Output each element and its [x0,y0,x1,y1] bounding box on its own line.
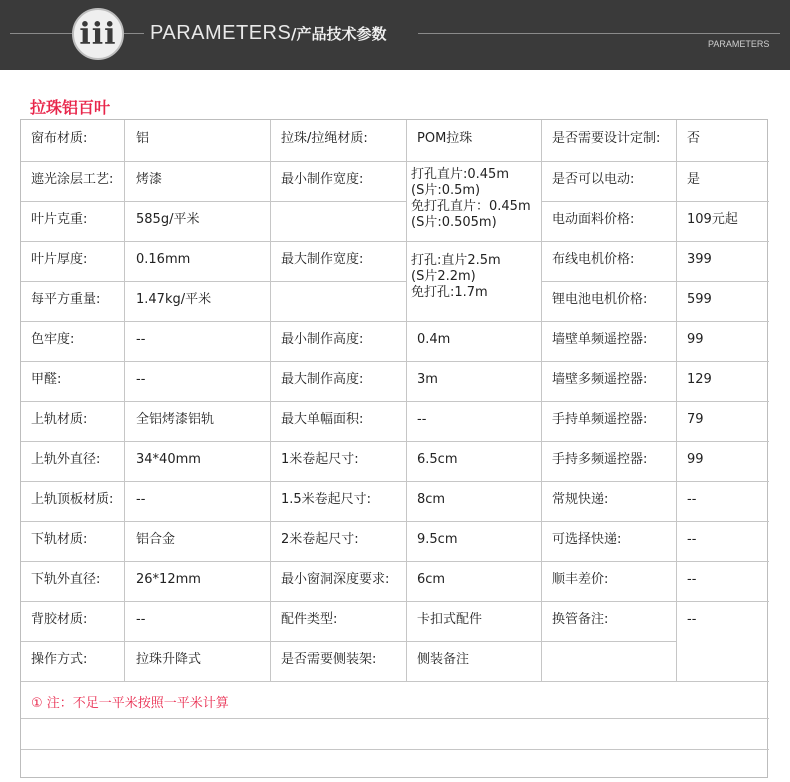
spec-value-r14-c4: 侧装备注 [417,652,470,667]
spec-label-r10-c1: 上轨顶板材质: [31,492,114,507]
column-divider [541,120,542,681]
spec-label-r10-c3: 1.5米卷起尺寸: [281,492,372,507]
spec-value-r5-c6: 599 [687,292,712,307]
spec-label-r6-c5: 墙壁单频遥控器: [552,332,648,347]
spec-value-r14-c2: 拉珠升降式 [136,652,202,667]
column-divider [676,120,677,681]
spec-value-r9-c2: 34*40mm [136,452,201,467]
spec-value-r13-c6: -- [687,612,697,627]
row-divider [21,561,769,562]
spec-table [20,119,768,778]
spec-label-r6-c1: 色牢度: [31,332,75,347]
spec-value-r1-c6: 否 [687,131,701,146]
spec-value-r12-c6: -- [687,572,697,587]
spec-label-r14-c1: 操作方式: [31,652,88,667]
spec-label-r4-c3: 最大制作宽度: [281,252,364,267]
spec-label-r4-c1: 叶片厚度: [31,252,88,267]
spec-label-r7-c1: 甲醛: [31,372,62,387]
row-divider [541,201,769,202]
spec-label-r13-c1: 背胶材质: [31,612,88,627]
spec-label-r10-c5: 常规快递: [552,492,609,507]
spec-label-r14-c3: 是否需要侧装架: [281,652,377,667]
spec-label-r1-c5: 是否需要设计定制: [552,131,661,146]
product-title: 拉珠铝百叶 [30,98,111,117]
footer-divider [21,749,769,750]
spec-label-r3-c1: 叶片克重: [31,212,88,227]
min-width-value-line-1: 打孔直片:0.45m [411,167,509,182]
spec-label-r12-c5: 顺丰差价: [552,572,609,587]
spec-value-r10-c2: -- [136,492,146,507]
spec-value-r6-c6: 99 [687,332,704,347]
spec-value-r6-c4: 0.4m [417,332,451,347]
spec-label-r12-c1: 下轨外直径: [31,572,101,587]
spec-value-r1-c4: POM拉珠 [417,131,473,146]
header-title-en: PARAMETERS [150,22,292,44]
spec-value-r5-c2: 1.47kg/平米 [136,292,212,307]
row-divider [21,601,769,602]
column-divider [406,120,407,681]
min-width-value-line-3: 免打孔直片：0.45m [411,199,531,214]
footer-divider [21,718,769,719]
spec-value-r6-c2: -- [136,332,146,347]
row-divider [21,361,769,362]
spec-label-r11-c3: 2米卷起尺寸: [281,532,359,547]
spec-label-r13-c3: 配件类型: [281,612,338,627]
row-divider [541,281,769,282]
spec-value-r8-c2: 全铝烤漆铝轨 [136,412,215,427]
spec-label-r9-c1: 上轨外直径: [31,452,101,467]
spec-value-r2-c6: 是 [687,172,701,187]
spec-value-r11-c6: -- [687,532,697,547]
column-divider [124,120,125,681]
row-divider [21,161,769,162]
spec-value-r12-c2: 26*12mm [136,572,201,587]
spec-label-r7-c3: 最大制作高度: [281,372,364,387]
spec-label-r12-c3: 最小窗洞深度要求: [281,572,390,587]
spec-value-r13-c2: -- [136,612,146,627]
spec-value-r13-c4: 卡扣式配件 [417,612,483,627]
spec-value-r12-c4: 6cm [417,572,446,587]
spec-label-r7-c5: 墙壁多频遥控器: [552,372,648,387]
spec-label-r9-c3: 1米卷起尺寸: [281,452,359,467]
spec-label-r5-c1: 每平方重量: [31,292,101,307]
column-divider [270,120,271,681]
footnote: ① 注：不足一平米按照一平米计算 [31,696,229,711]
row-divider [21,241,769,242]
header-title-cn: /产品技术参数 [291,25,387,43]
spec-value-r9-c4: 6.5cm [417,452,458,467]
header-banner [0,0,790,70]
spec-value-r3-c2: 585g/平米 [136,212,200,227]
spec-value-r7-c4: 3m [417,372,438,387]
spec-label-r11-c1: 下轨材质: [31,532,88,547]
parameters-logo [72,8,124,60]
min-width-value-line-4: (S片:0.505m) [411,215,497,230]
row-divider [21,281,406,282]
spec-label-r8-c3: 最大单幅面积: [281,412,364,427]
spec-value-r4-c6: 399 [687,252,712,267]
spec-label-r8-c5: 手持单频遥控器: [552,412,648,427]
spec-value-r11-c2: 铝合金 [136,532,176,547]
logo-text: iii [79,16,117,52]
spec-label-r1-c1: 窗布材质: [31,131,88,146]
spec-value-r7-c6: 129 [687,372,712,387]
spec-value-r2-c2: 烤漆 [136,172,163,187]
spec-label-r9-c5: 手持多频遥控器: [552,452,648,467]
spec-label-r1-c3: 拉珠/拉绳材质: [281,131,368,146]
max-width-value-line-3: 免打孔:1.7m [411,285,488,300]
spec-label-r5-c5: 锂电池电机价格: [552,292,648,307]
row-divider [21,681,769,682]
spec-value-r8-c4: -- [417,412,427,427]
spec-label-r8-c1: 上轨材质: [31,412,88,427]
max-width-value-line-2: (S片2.2m) [411,269,476,284]
spec-value-r3-c6: 109元起 [687,212,738,227]
row-divider [21,401,769,402]
row-divider [21,641,676,642]
spec-value-r1-c2: 铝 [136,131,150,146]
spec-label-r3-c5: 电动面料价格: [552,212,635,227]
spec-label-r13-c5: 换管备注: [552,612,609,627]
spec-value-r4-c2: 0.16mm [136,252,191,267]
row-divider [21,201,406,202]
row-divider [21,321,769,322]
spec-label-r11-c5: 可选择快递: [552,532,622,547]
spec-label-r6-c3: 最小制作高度: [281,332,364,347]
max-width-value-line-1: 打孔:直片2.5m [411,253,501,268]
spec-value-r9-c6: 99 [687,452,704,467]
row-divider [21,441,769,442]
min-width-value-line-2: (S片:0.5m) [411,183,481,198]
row-divider [21,481,769,482]
spec-label-r4-c5: 布线电机价格: [552,252,635,267]
spec-value-r8-c6: 79 [687,412,704,427]
spec-value-r10-c6: -- [687,492,697,507]
spec-value-r10-c4: 8cm [417,492,446,507]
row-divider [21,521,769,522]
spec-label-r2-c5: 是否可以电动: [552,172,635,187]
spec-label-r2-c1: 遮光涂层工艺: [31,172,114,187]
spec-value-r7-c2: -- [136,372,146,387]
spec-value-r11-c4: 9.5cm [417,532,458,547]
header-subtitle-en: PARAMETERS [708,39,770,49]
spec-label-r2-c3: 最小制作宽度: [281,172,364,187]
